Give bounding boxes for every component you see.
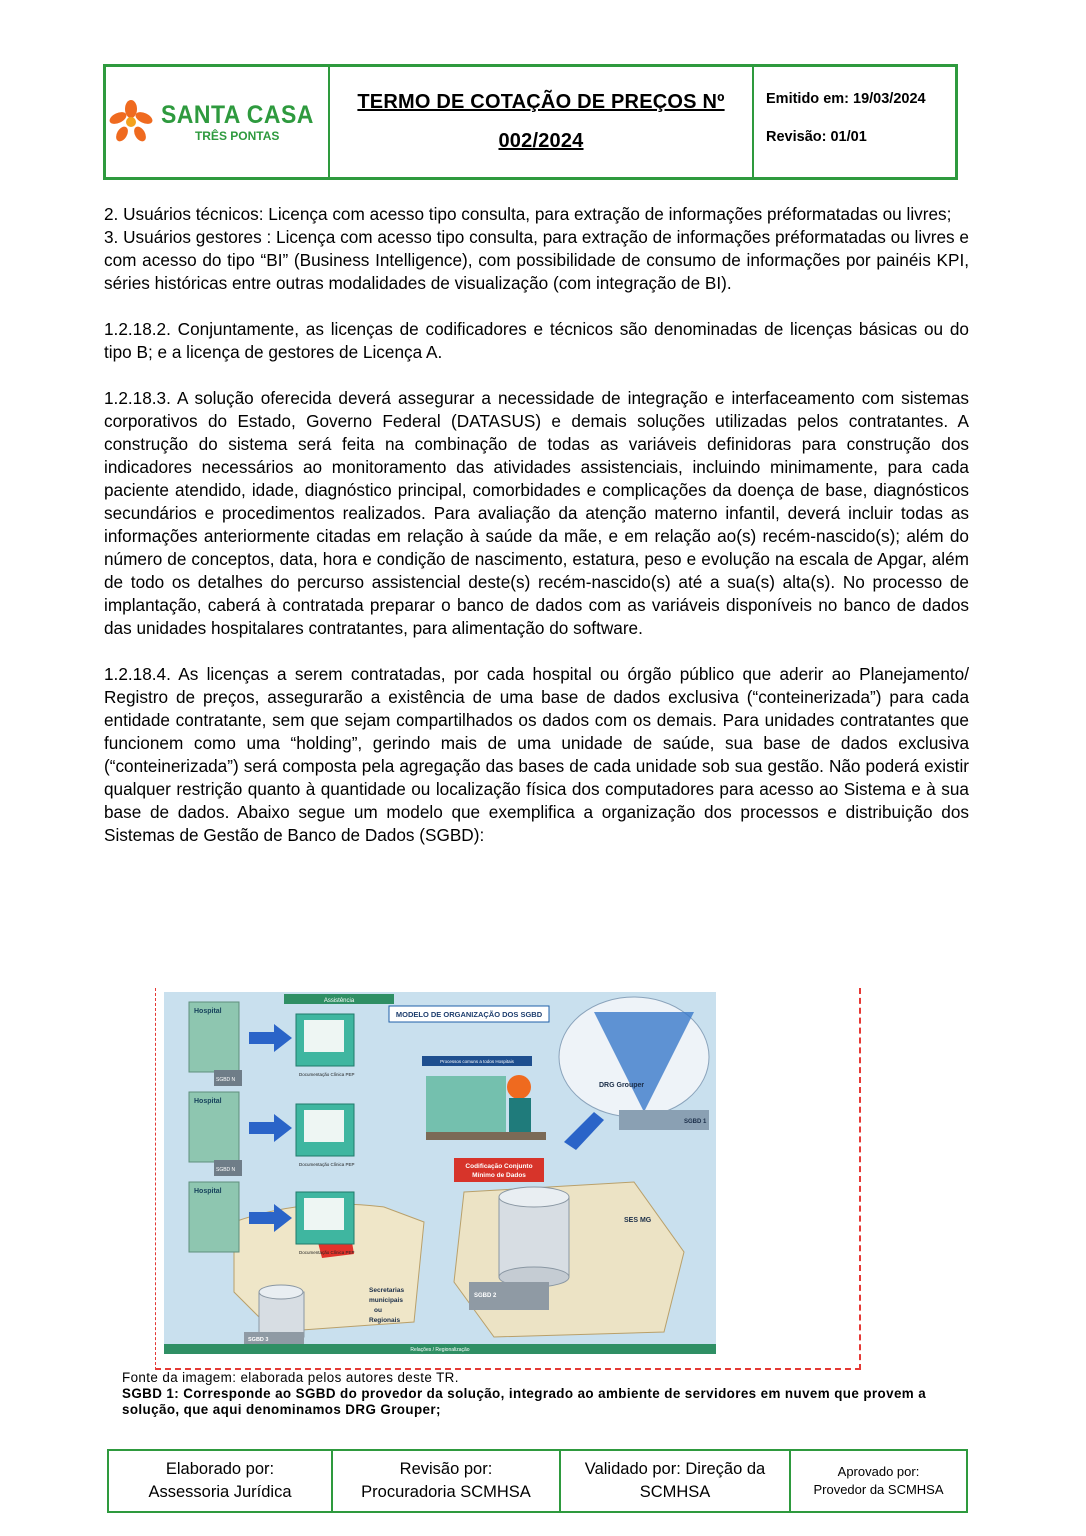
fig-assistencia-label: Assistência bbox=[323, 998, 355, 1004]
logo-cell bbox=[106, 67, 330, 177]
coder-workstation bbox=[426, 1075, 546, 1140]
sgbd-diagram-image bbox=[164, 992, 716, 1354]
revision-number: Revisão: 01/01 bbox=[766, 129, 867, 145]
svg-text:SGBD 3: SGBD 3 bbox=[248, 1337, 269, 1343]
flower-icon bbox=[107, 100, 155, 144]
document-footer bbox=[107, 1449, 968, 1513]
caption-sgbd1: SGBD 1: Corresponde ao SGBD do provedor da solução, integrado ao ambiente de servidores em nuvem que provem a solução, que aqui denominamos DRG Grouper; bbox=[122, 1386, 927, 1417]
paragraph-manager-users: 3. Usuários gestores : Licença com acesso tipo consulta, para extração de informações préformatadas ou livres e com acesso do tipo “BI” (Business Intelligence), com possibilidade de consumo de informações por painéis KPI, séries históricas entre outras modalidades de visualização (com integração de BI). bbox=[104, 227, 969, 293]
santa-casa-logo bbox=[107, 100, 327, 144]
fig-secretarias-label: Secretarias bbox=[369, 1287, 405, 1294]
logo-subtitle: TRÊS PONTAS bbox=[194, 128, 280, 143]
sgbd-diagram bbox=[164, 992, 716, 1354]
hospital-block-3 bbox=[189, 1182, 239, 1252]
paragraph-1-2-18-2: 1.2.18.2. Conjuntamente, as licenças de codificadores e técnicos são denominadas de licenças básicas ou do tipo B; e a licença de gestores de Licença A. bbox=[104, 319, 969, 362]
paragraph-1-2-18-4: 1.2.18.4. As licenças a serem contratadas, por cada hospital ou órgão público que aderir ao Planejamento/ Registro de preços, assegurarão a existência de uma base de dados exclusiva (“conteinerizada”) para cada entidade contratante, sem que sejam compartilhados os dados com os demais. Para unidades contratantes que funcionem como uma “holding”, gerindo mais de uma unidade de saúde, sua base de dados exclusiva (“conteinerizada”) será composta pela agregação das bases de cada unidade sob sua gestão. Não poderá existir qualquer restrição quanto à quantidade ou localização física dos computadores para acesso ao Sistema e à sua base de dados. Abaixo segue um modelo que exemplifica a organização dos processos e distribuição dos Sistemas de Gestão de Banco de Dados (SGBD): bbox=[104, 664, 969, 845]
caption-source: Fonte da imagem: elaborada pelos autores deste TR. bbox=[122, 1370, 459, 1385]
svg-text:Hospital: Hospital bbox=[194, 1188, 222, 1195]
fig-codificacao-label: Codificação Conjunto bbox=[465, 1163, 533, 1170]
svg-text:Documentação Clínica PEP: Documentação Clínica PEP bbox=[299, 1072, 355, 1077]
meta-cell bbox=[754, 67, 955, 177]
sgbd-model-figure bbox=[155, 988, 861, 1370]
logo-name: SANTA CASA bbox=[160, 100, 314, 129]
document-header bbox=[103, 64, 958, 180]
figure-caption bbox=[122, 1370, 942, 1418]
svg-text:municipais: municipais bbox=[369, 1297, 403, 1304]
svg-text:SGBD N: SGBD N bbox=[216, 1167, 236, 1173]
footer-prepared-by: Elaborado por: Assessoria Jurídica bbox=[109, 1451, 333, 1511]
svg-text:Regionais: Regionais bbox=[369, 1317, 401, 1324]
svg-text:DRG Grouper: DRG Grouper bbox=[599, 1082, 645, 1089]
footer-approved-by: Aprovado por: Provedor da SCMHSA bbox=[813, 1464, 944, 1497]
svg-text:SGBD 1: SGBD 1 bbox=[684, 1119, 707, 1125]
document-title-line1: TERMO DE COTAÇÃO DE PREÇOS Nº bbox=[357, 91, 725, 113]
svg-text:Documentação Clínica PEP: Documentação Clínica PEP bbox=[299, 1250, 355, 1255]
svg-text:Hospital: Hospital bbox=[194, 1008, 222, 1015]
fig-footer-bar-label: Relações / Regionalização bbox=[410, 1347, 470, 1353]
footer-reviewed-by: Revisão por: Procuradoria SCMHSA bbox=[333, 1451, 561, 1511]
svg-text:ou: ou bbox=[374, 1307, 382, 1314]
emitted-date: Emitido em: 19/03/2024 bbox=[766, 91, 926, 107]
svg-text:Mínimo de Dados: Mínimo de Dados bbox=[472, 1172, 526, 1179]
svg-text:SGBD 2: SGBD 2 bbox=[474, 1293, 497, 1299]
svg-text:Documentação Clínica PEP: Documentação Clínica PEP bbox=[299, 1162, 355, 1167]
title-cell bbox=[330, 67, 754, 177]
paragraph-technical-users: 2. Usuários técnicos: Licença com acesso tipo consulta, para extração de informações préformatadas ou livres; bbox=[104, 204, 952, 224]
footer-validated-by: Validado por: Direção da SCMHSA bbox=[561, 1451, 791, 1511]
svg-text:SGBD N: SGBD N bbox=[216, 1077, 236, 1083]
fig-processos-label: Processos comuns a todos Hospitais bbox=[440, 1059, 514, 1064]
fig-sesmg-label: SES MG bbox=[624, 1217, 652, 1224]
fig-title-label: MODELO DE ORGANIZAÇÃO DOS SGBD bbox=[395, 1010, 543, 1019]
document-body bbox=[104, 203, 969, 847]
svg-text:Hospital: Hospital bbox=[194, 1098, 222, 1105]
paragraph-1-2-18-3: 1.2.18.3. A solução oferecida deverá assegurar a necessidade de integração e interfaceamento com sistemas corporativos do Estado, Governo Federal (DATASUS) e demais soluções utilizadas pelos contratantes. A construção do sistema será feita na combinação de todas as variáveis definidoras para construção dos indicadores necessários ao monitoramento das atividades assistenciais, incluindo minimamente, para cada paciente atendido, idade, diagnóstico principal, comorbidades e complicações da doença de base, diagnósticos secundários e procedimentos realizados. Para avaliação da atenção materno infantil, deverá incluir todas as informações anteriormente citadas em relação à saúde da mãe, e em relação ao(s) recém-nascido(s); além do número de conceptos, data, hora e condição de nascimento, estatura, peso e evolução na escala de Apgar, além de todo os detalhes do percurso assistencial deste(s) recém-nascido(s) até a sua(s) alta(s). No processo de implantação, caberá à contratada preparar o banco de dados com as variáveis disponíveis no banco de dados das unidades hospitalares contratantes, para alimentação do software. bbox=[104, 388, 969, 638]
document-title-line2: 002/2024 bbox=[498, 130, 584, 152]
